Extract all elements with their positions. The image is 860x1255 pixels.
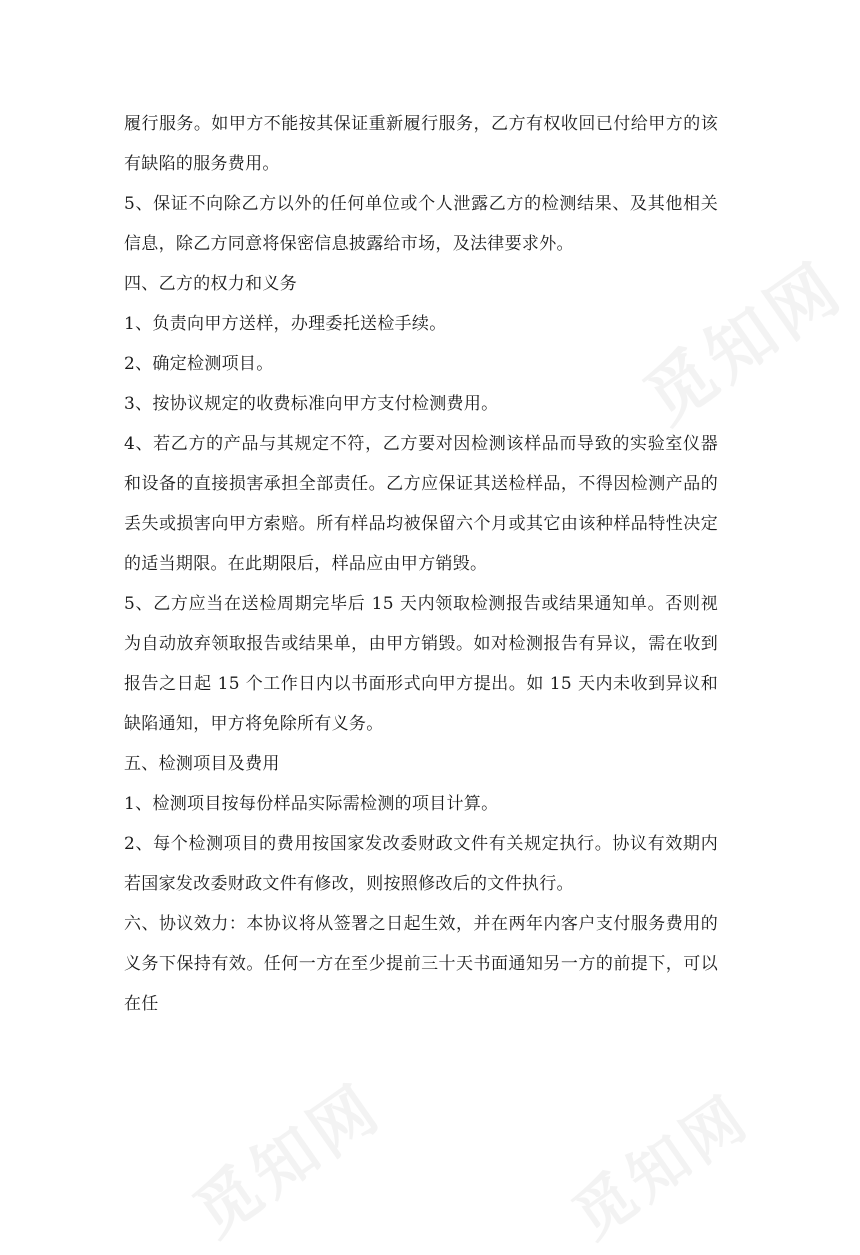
section-heading-party-b-rights: 四、乙方的权力和义务: [124, 274, 297, 294]
paragraph-item-pay-fees: 3、按协议规定的收费标准向甲方支付检测费用。: [124, 394, 499, 414]
section-heading-validity: 六、协议效力：本协议将从签署之日起生效，并在两年内客户支付服务费用的义务下保持有效。任何一方在至少提前三十天书面通知另一方的前提下，可以在任: [124, 914, 718, 1014]
paragraph-item-calculation: 1、检测项目按每份样品实际需检测的项目计算。: [124, 794, 499, 814]
paragraph-item-collect-report: 5、乙方应当在送检周期完毕后 15 天内领取检测报告或结果通知单。否则视为自动放弃领取报告或结果单，由甲方销毁。如对检测报告有异议，需在收到报告之日起 15 个工作日内以书面形式向甲方提出。如 15 天内未收到异议和缺陷通知，甲方将免除所有义务。: [124, 594, 718, 734]
paragraph-continuation: 履行服务。如甲方不能按其保证重新履行服务，乙方有权收回已付给甲方的该有缺陷的服务费用。: [124, 114, 718, 174]
watermark: 觅知网: [630, 247, 859, 440]
watermark: 觅知网: [181, 1070, 396, 1252]
paragraph-item-confidentiality: 5、保证不向除乙方以外的任何单位或个人泄露乙方的检测结果、及其他相关信息，除乙方同意将保密信息披露给市场，及法律要求外。: [124, 194, 718, 254]
paragraph-item-fee-standard: 2、每个检测项目的费用按国家发改委财政文件有关规定执行。协议有效期内若国家发改委财政文件有修改，则按照修改后的文件执行。: [124, 834, 718, 894]
paragraph-item-liability: 4、若乙方的产品与其规定不符，乙方要对因检测该样品而导致的实验室仪器和设备的直接损害承担全部责任。乙方应保证其送检样品，不得因检测产品的丢失或损害向甲方索赔。所有样品均被保留六个月或其它由该种样品特性决定的适当期限。在此期限后，样品应由甲方销毁。: [124, 434, 718, 574]
paragraph-item-send-samples: 1、负责向甲方送样，办理委托送检手续。: [124, 314, 447, 334]
document-body: [124, 104, 718, 1024]
section-heading-test-items-fees: 五、检测项目及费用: [124, 754, 280, 774]
paragraph-item-determine-items: 2、确定检测项目。: [124, 354, 274, 374]
watermark: 觅知网: [560, 1081, 764, 1253]
